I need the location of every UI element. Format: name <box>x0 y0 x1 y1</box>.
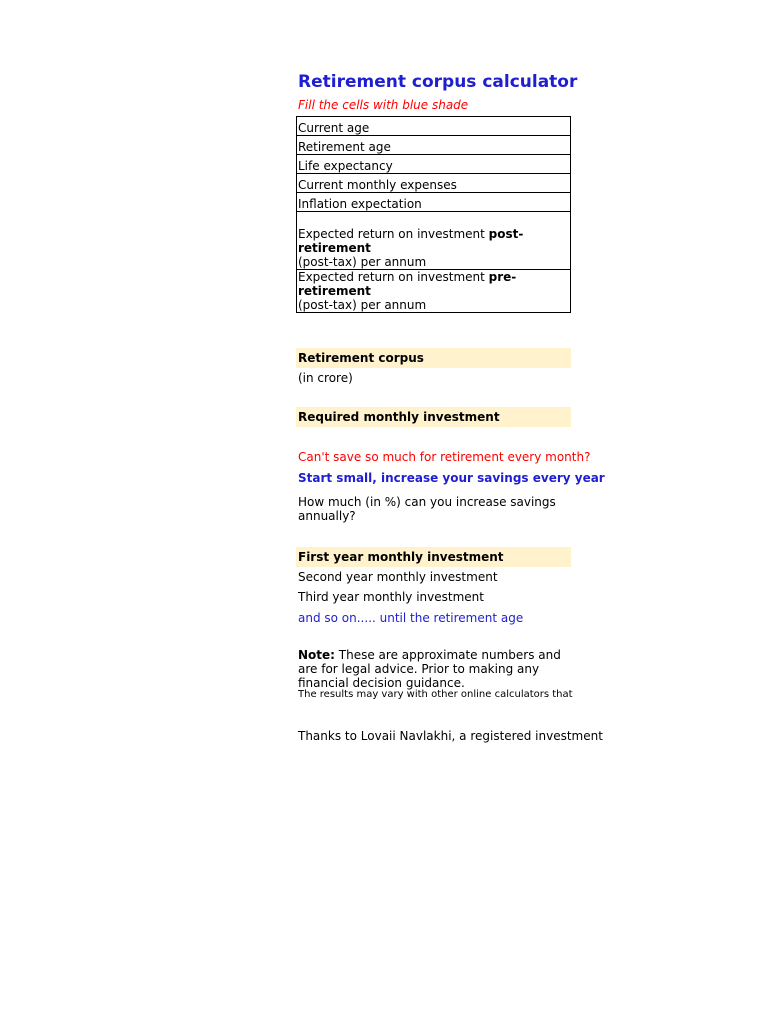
pre-return-bold: pre-retirement <box>298 270 517 298</box>
post-return-bold: post-retirement <box>298 227 524 255</box>
table-row <box>297 155 571 174</box>
note-label: Note: <box>298 648 335 662</box>
table-row <box>297 212 571 270</box>
note-body: These are approximate numbers and are for legal advice. Prior to making any financial decision guidance. <box>298 648 561 690</box>
retirement-corpus-label: Retirement corpus <box>296 348 571 368</box>
current-monthly-expenses-cell[interactable]: Current monthly expenses <box>297 174 571 193</box>
current-age-cell[interactable]: Current age <box>297 117 571 136</box>
post-retirement-return-cell[interactable] <box>297 212 571 270</box>
spreadsheet-area <box>296 0 605 1024</box>
thanks-text: Thanks to Lovaii Navlakhi, a registered investment <box>298 729 603 743</box>
cant-save-question: Can't save so much for retirement every month? <box>298 450 591 464</box>
note-text <box>298 648 571 690</box>
table-row <box>297 136 571 155</box>
inputs-table <box>296 116 571 313</box>
inflation-expectation-cell[interactable]: Inflation expectation <box>297 193 571 212</box>
page-title: Retirement corpus calculator <box>298 72 578 92</box>
start-small-tip: Start small, increase your savings every year <box>298 471 605 485</box>
life-expectancy-cell[interactable]: Life expectancy <box>297 155 571 174</box>
table-row <box>297 117 571 136</box>
table-row <box>297 174 571 193</box>
results-disclaimer: The results may vary with other online calculators that <box>298 689 573 700</box>
retirement-age-cell[interactable]: Retirement age <box>297 136 571 155</box>
post-return-suffix: (post-tax) per annum <box>298 255 427 269</box>
post-return-prefix: Expected return on investment <box>298 227 489 241</box>
pre-retirement-return-cell[interactable] <box>297 270 571 313</box>
table-row <box>297 193 571 212</box>
pre-return-prefix: Expected return on investment <box>298 270 489 284</box>
table-row <box>297 270 571 313</box>
pre-return-suffix: (post-tax) per annum <box>298 298 427 312</box>
first-year-investment-label: First year monthly investment <box>296 547 571 567</box>
third-year-investment-label: Third year monthly investment <box>298 590 484 604</box>
in-crore-label: (in crore) <box>298 371 353 385</box>
instruction-text: Fill the cells with blue shade <box>298 98 469 112</box>
required-monthly-investment-label: Required monthly investment <box>296 407 571 427</box>
second-year-investment-label: Second year monthly investment <box>298 570 498 584</box>
and-so-on-text: and so on..... until the retirement age <box>298 611 524 625</box>
increase-percent-prompt: How much (in %) can you increase savings annually? <box>298 495 556 523</box>
